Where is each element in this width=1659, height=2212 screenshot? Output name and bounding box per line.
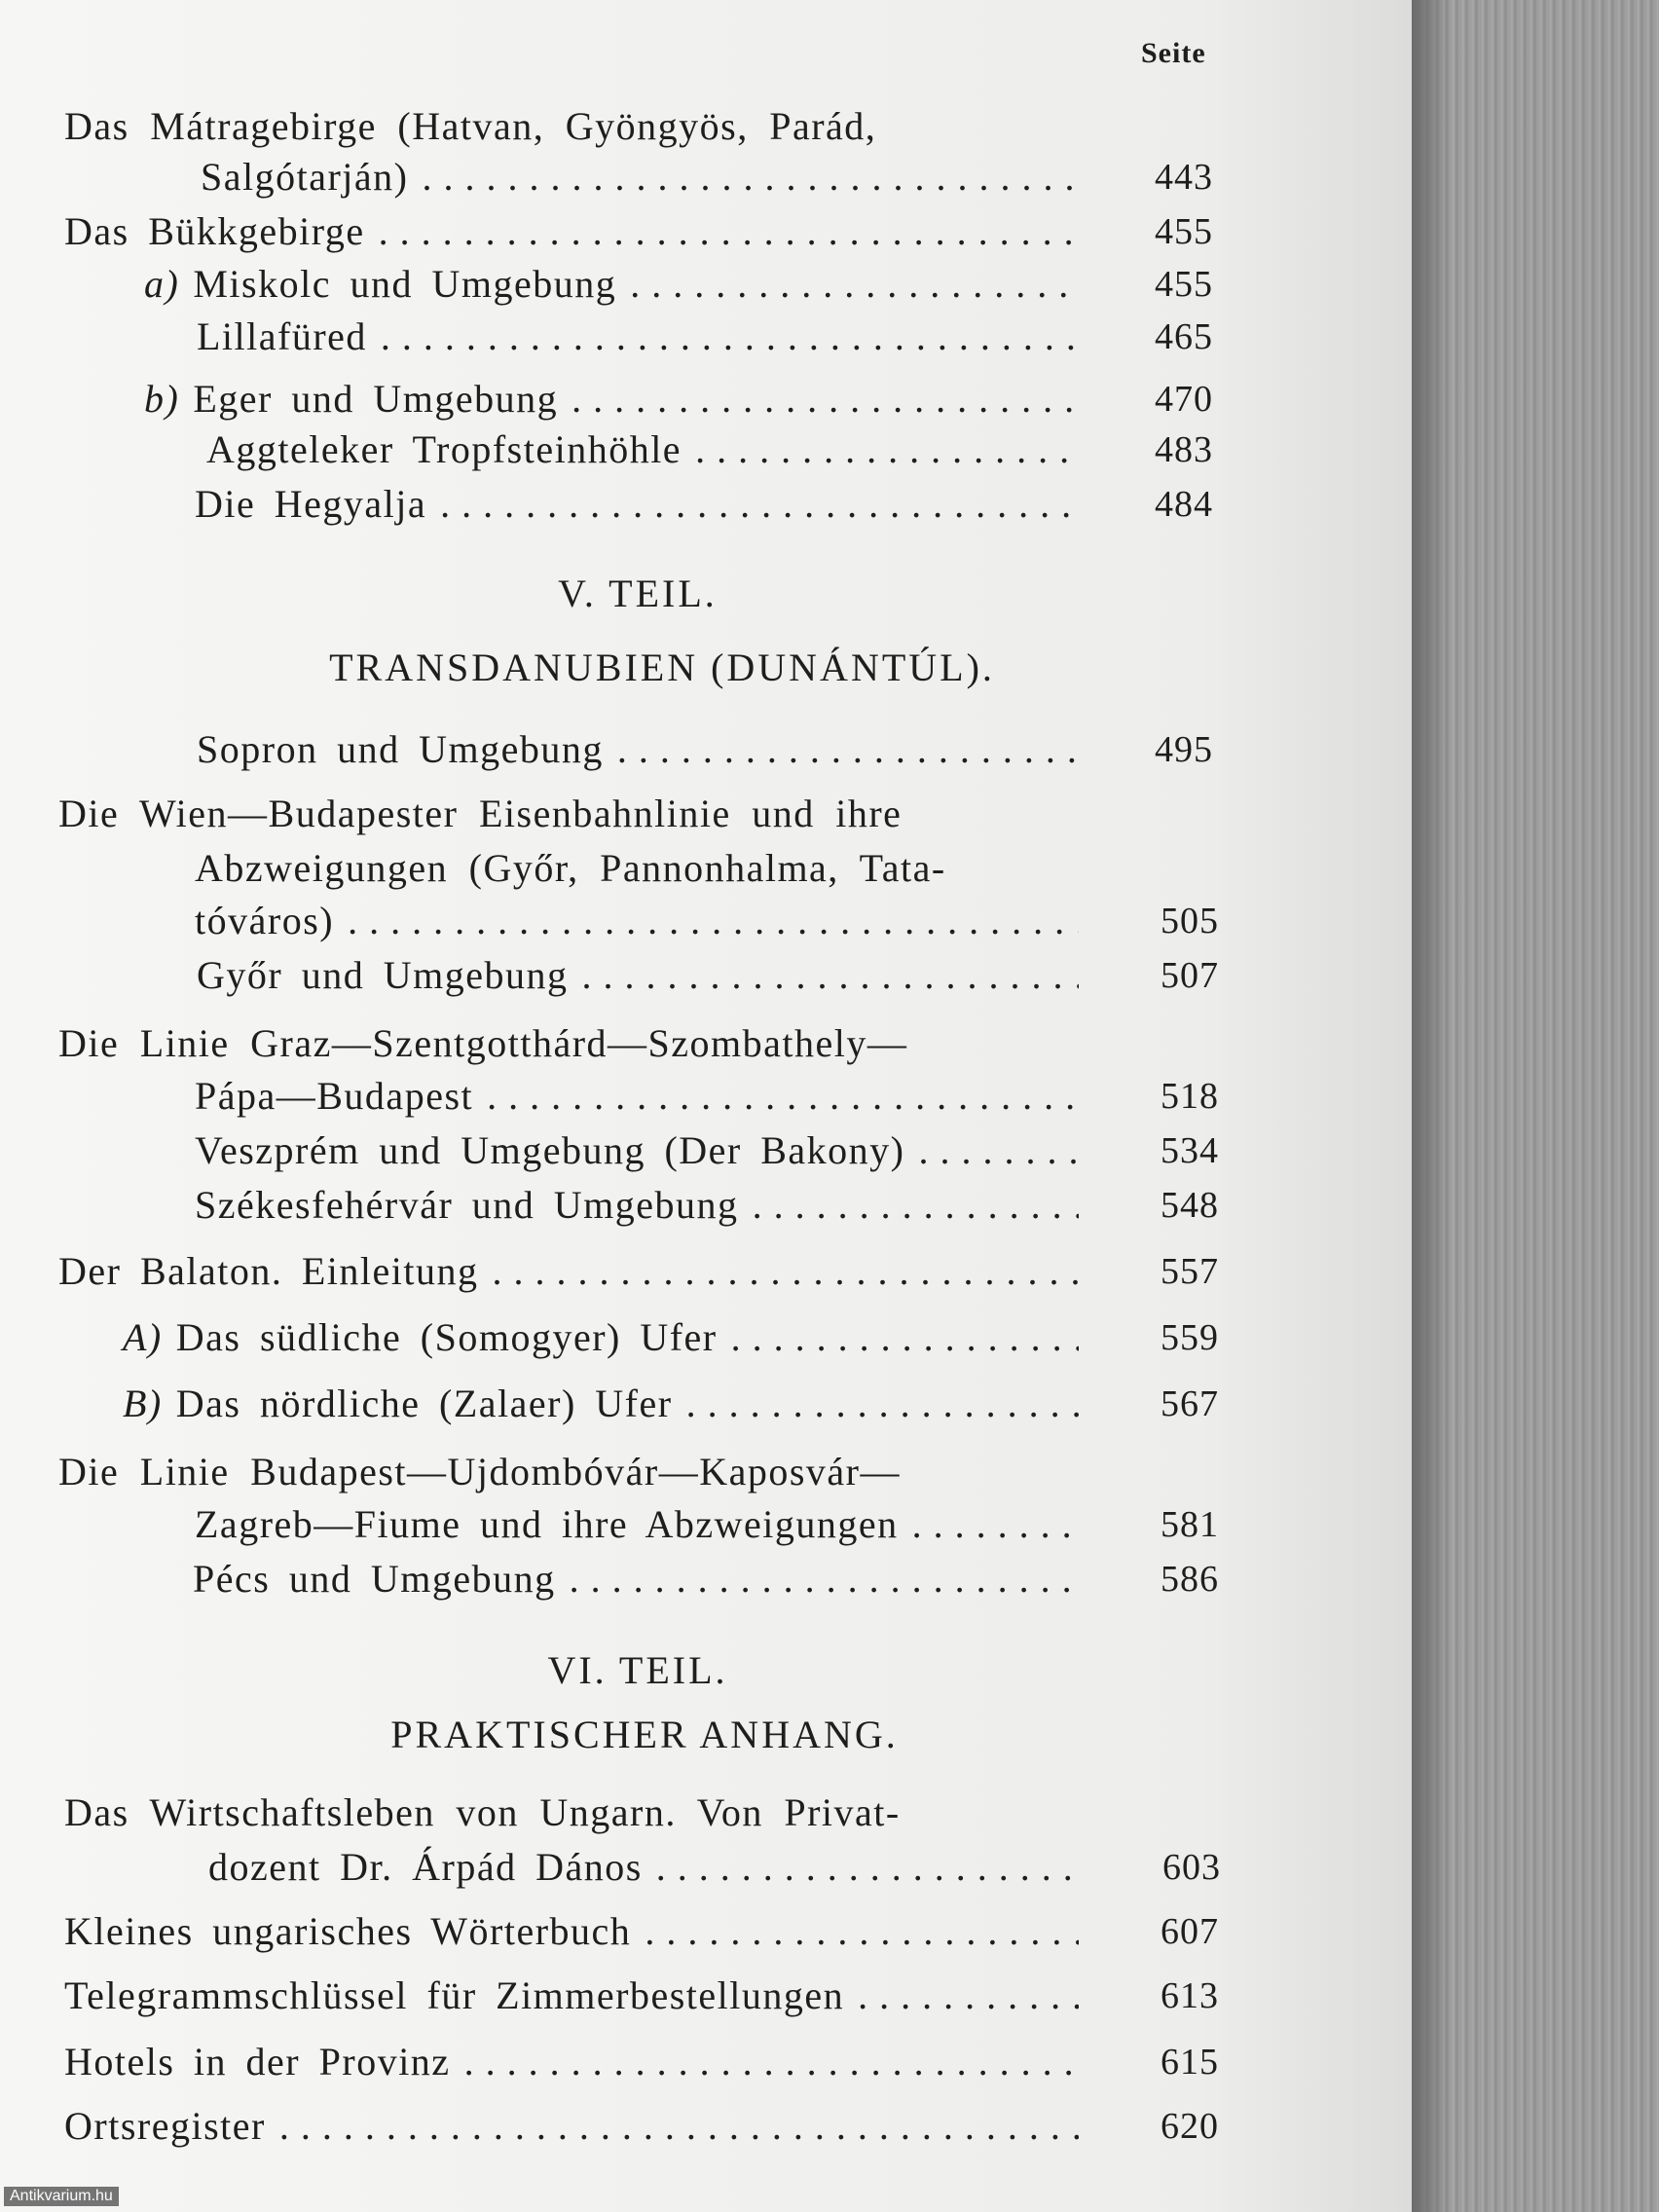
toc-page-number: 559	[1161, 1317, 1219, 1358]
toc-entry-wien-line1: Die Wien—Budapester Eisenbahnlinie und ihre	[58, 792, 903, 835]
toc-entry-bukk	[64, 206, 1213, 257]
toc-entry-label: Miskolc und Umgebung	[193, 262, 617, 306]
toc-page-number: 620	[1161, 2106, 1219, 2147]
toc-entry-wirtschaft	[208, 1842, 1221, 1893]
toc-entry-hotels	[64, 2037, 1219, 2087]
leader-dots	[617, 724, 1079, 775]
leader-dots	[912, 1499, 1079, 1550]
toc-entry-label: Lillafüred	[197, 314, 367, 358]
toc-page-number: 470	[1155, 379, 1213, 420]
toc-page-number: 443	[1155, 157, 1213, 198]
toc-entry-eger	[144, 374, 1213, 424]
toc-entry-szekesfehervar	[195, 1180, 1219, 1231]
toc-entry-kaposvar	[195, 1499, 1219, 1550]
toc-entry-ortsregister	[64, 2101, 1219, 2152]
leader-dots	[379, 206, 1079, 257]
toc-entry-label: Salgótarján)	[201, 155, 409, 199]
toc-page-number: 534	[1161, 1130, 1219, 1171]
toc-entry-label: tóváros)	[195, 899, 335, 942]
toc-page-number: 567	[1161, 1383, 1219, 1424]
toc-entry-prefix: b)	[144, 377, 180, 421]
toc-entry-graz-line1: Die Linie Graz—Szentgotthárd—Szombathely—	[58, 1021, 908, 1065]
leader-dots	[753, 1180, 1079, 1231]
watermark: Antikvarium.hu	[4, 2187, 119, 2206]
part-number-heading: V. TEIL.	[558, 571, 718, 615]
toc-entry-label: Die Hegyalja	[195, 482, 427, 526]
leader-dots	[686, 1379, 1079, 1429]
leader-dots	[645, 1906, 1079, 1957]
toc-entry-label: Ortsregister	[64, 2104, 266, 2148]
leader-dots	[858, 1971, 1079, 2021]
leader-dots	[493, 1246, 1079, 1297]
leader-dots	[695, 424, 1079, 475]
toc-entry-wien-line2: Abzweigungen (Győr, Pannonhalma, Tata-	[195, 846, 946, 890]
part-title-heading: PRAKTISCHER ANHANG.	[390, 1713, 899, 1756]
toc-page-number: 507	[1161, 955, 1219, 996]
toc-entry-label: Veszprém und Umgebung (Der Bakony)	[195, 1128, 905, 1172]
toc-page-number: 613	[1161, 1975, 1219, 2016]
toc-entry-miskolc	[144, 259, 1213, 310]
leader-dots	[487, 1071, 1079, 1122]
toc-entry-label: Das südliche (Somogyer) Ufer	[175, 1315, 718, 1359]
part-number-heading: VI. TEIL.	[547, 1648, 728, 1692]
toc-page-number: 455	[1155, 211, 1213, 252]
toc-entry-label: Kleines ungarisches Wörterbuch	[64, 1909, 632, 1953]
toc-entry-label: Telegrammschlüssel für Zimmerbestellungen	[64, 1973, 845, 2017]
toc-entry-label: Pécs und Umgebung	[193, 1557, 556, 1601]
leader-dots	[581, 950, 1079, 1001]
toc-entry-label: Das Bükkgebirge	[64, 209, 365, 253]
toc-entry-prefix: B)	[123, 1382, 163, 1425]
toc-entry-kaposvar-line1: Die Linie Budapest—Ujdombóvár—Kaposvár—	[58, 1450, 902, 1493]
toc-page-number: 505	[1161, 901, 1219, 941]
toc-page-number: 455	[1155, 264, 1213, 305]
toc-entry-label: Der Balaton. Einleitung	[58, 1249, 479, 1293]
leader-dots	[731, 1312, 1079, 1363]
toc-entry-label: Eger und Umgebung	[193, 377, 559, 421]
toc-entry-label: Hotels in der Provinz	[64, 2040, 451, 2083]
toc-entry-worterbuch	[64, 1906, 1219, 1957]
part-title-heading: TRANSDANUBIEN (DUNÁNTÚL).	[329, 645, 995, 689]
toc-page-number: 465	[1155, 316, 1213, 357]
toc-entry-veszprem	[195, 1125, 1219, 1176]
toc-page-number: 581	[1161, 1504, 1219, 1545]
toc-entry-prefix: a)	[144, 262, 180, 306]
toc-entry-sopron	[197, 724, 1213, 775]
toc-entry-label: Das nördliche (Zalaer) Ufer	[175, 1382, 673, 1425]
page-column-header: Seite	[1141, 37, 1206, 69]
toc-entry-label: Zagreb—Fiume und ihre Abzweigungen	[195, 1502, 899, 1546]
leader-dots	[571, 374, 1079, 424]
page-edge-shadow	[1412, 0, 1659, 2212]
toc-entry-matra	[201, 152, 1213, 203]
toc-page-number: 484	[1155, 484, 1213, 525]
toc-entry-lillafured	[197, 312, 1213, 362]
toc-entry-hegyalja	[195, 479, 1213, 530]
toc-entry-prefix: A)	[123, 1315, 163, 1359]
leader-dots	[656, 1842, 1079, 1893]
leader-dots	[440, 479, 1079, 530]
toc-page-number: 603	[1162, 1847, 1221, 1888]
toc-entry-wirtschaft-line1: Das Wirtschaftsleben von Ungarn. Von Privat-	[64, 1790, 901, 1834]
leader-dots	[423, 152, 1080, 203]
toc-entry-nordliche-ufer	[123, 1379, 1219, 1429]
toc-page-number: 607	[1161, 1911, 1219, 1952]
toc-entry-matra-line1: Das Mátragebirge (Hatvan, Gyöngyös, Parád,	[64, 104, 877, 148]
toc-page-number: 495	[1155, 729, 1213, 770]
leader-dots	[279, 2101, 1079, 2152]
toc-entry-gyor	[197, 950, 1219, 1001]
leader-dots	[919, 1125, 1079, 1176]
toc-entry-label: Székesfehérvár und Umgebung	[195, 1183, 739, 1227]
toc-entry-label: dozent Dr. Árpád Dános	[208, 1845, 643, 1889]
toc-page-number: 557	[1161, 1251, 1219, 1292]
toc-entry-wien	[195, 896, 1219, 946]
toc-entry-label: Győr und Umgebung	[197, 953, 569, 997]
toc-entry-label: Aggteleker Tropfsteinhöhle	[206, 427, 682, 471]
leader-dots	[630, 259, 1079, 310]
toc-entry-sudliche-ufer	[123, 1312, 1219, 1363]
leader-dots	[381, 312, 1079, 362]
toc-page-number: 615	[1161, 2042, 1219, 2083]
toc-page-number: 548	[1161, 1185, 1219, 1226]
toc-entry-label: Sopron und Umgebung	[197, 727, 604, 771]
leader-dots	[348, 896, 1079, 946]
toc-entry-balaton	[58, 1246, 1219, 1297]
toc-entry-pecs	[193, 1554, 1219, 1604]
toc-entry-graz	[195, 1071, 1219, 1122]
toc-page-number: 586	[1161, 1559, 1219, 1600]
toc-entry-aggtelek	[206, 424, 1213, 475]
toc-page-number: 518	[1161, 1076, 1219, 1117]
leader-dots	[570, 1554, 1079, 1604]
toc-page-number: 483	[1155, 429, 1213, 470]
toc-entry-telegramm	[64, 1971, 1219, 2021]
toc-entry-label: Pápa—Budapest	[195, 1074, 474, 1118]
leader-dots	[464, 2037, 1079, 2087]
